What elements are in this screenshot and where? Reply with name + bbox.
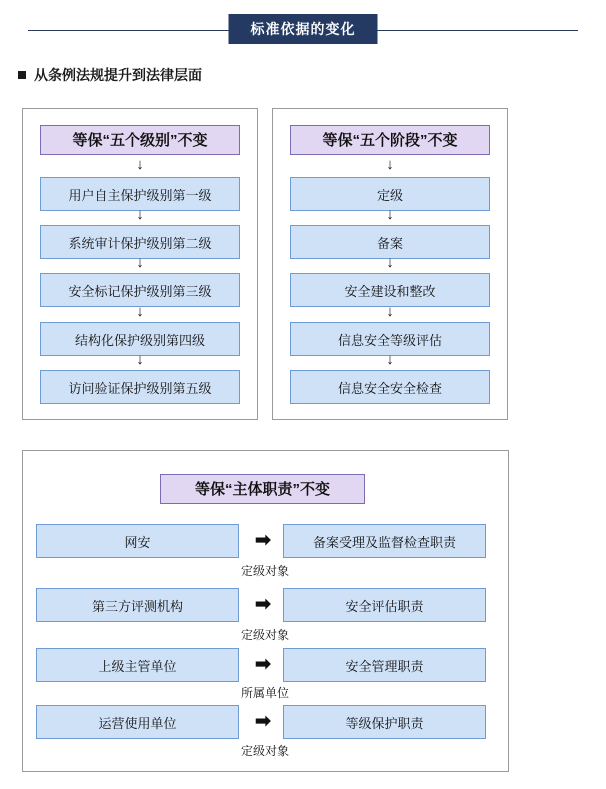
stage-item-3: 安全建设和整改 [290, 273, 490, 307]
arrow-down-icon [383, 158, 397, 172]
duty-row-subject-2: 第三方评测机构 [36, 588, 239, 622]
arrow-down-icon [133, 353, 147, 367]
arrow-right-icon [250, 656, 276, 674]
arrow-down-icon [133, 158, 147, 172]
duty-row-responsibility-3: 安全管理职责 [283, 648, 486, 682]
duty-row-caption-2: 定级对象 [240, 628, 289, 642]
arrow-right-icon [250, 532, 276, 550]
arrow-down-icon [383, 208, 397, 222]
bullet-square-icon [18, 71, 26, 79]
stage-item-2: 备案 [290, 225, 490, 259]
duty-row-caption-4: 定级对象 [240, 744, 289, 758]
duty-row-caption-3: 所属单位 [240, 686, 289, 700]
duty-row-subject-4: 运营使用单位 [36, 705, 239, 739]
arrow-right-icon [250, 596, 276, 614]
arrow-down-icon [383, 256, 397, 270]
duty-row-subject-3: 上级主管单位 [36, 648, 239, 682]
arrow-right-icon [250, 713, 276, 731]
level-item-3: 安全标记保护级别第三级 [40, 273, 240, 307]
arrow-down-icon [383, 305, 397, 319]
duty-row-responsibility-2: 安全评估职责 [283, 588, 486, 622]
level-item-2: 系统审计保护级别第二级 [40, 225, 240, 259]
stage-item-5: 信息安全安全检查 [290, 370, 490, 404]
arrow-down-icon [383, 353, 397, 367]
section-heading-label: 从条例法规提升到法律层面 [34, 67, 202, 83]
duty-row-caption-1: 定级对象 [240, 564, 289, 578]
panel-levels-header: 等保“五个级别”不变 [40, 125, 240, 155]
level-item-5: 访问验证保护级别第五级 [40, 370, 240, 404]
stage-item-1: 定级 [290, 177, 490, 211]
arrow-down-icon [133, 305, 147, 319]
page-title: 标准依据的变化 [229, 14, 378, 44]
panel-stages-header: 等保“五个阶段”不变 [290, 125, 490, 155]
panel-duties-header: 等保“主体职责”不变 [160, 474, 365, 504]
duty-row-responsibility-4: 等级保护职责 [283, 705, 486, 739]
level-item-4: 结构化保护级别第四级 [40, 322, 240, 356]
stage-item-4: 信息安全等级评估 [290, 322, 490, 356]
duty-row-responsibility-1: 备案受理及监督检查职责 [283, 524, 486, 558]
section-heading [18, 65, 202, 85]
arrow-down-icon [133, 208, 147, 222]
title-banner [0, 14, 606, 48]
duty-row-subject-1: 网安 [36, 524, 239, 558]
arrow-down-icon [133, 256, 147, 270]
level-item-1: 用户自主保护级别第一级 [40, 177, 240, 211]
